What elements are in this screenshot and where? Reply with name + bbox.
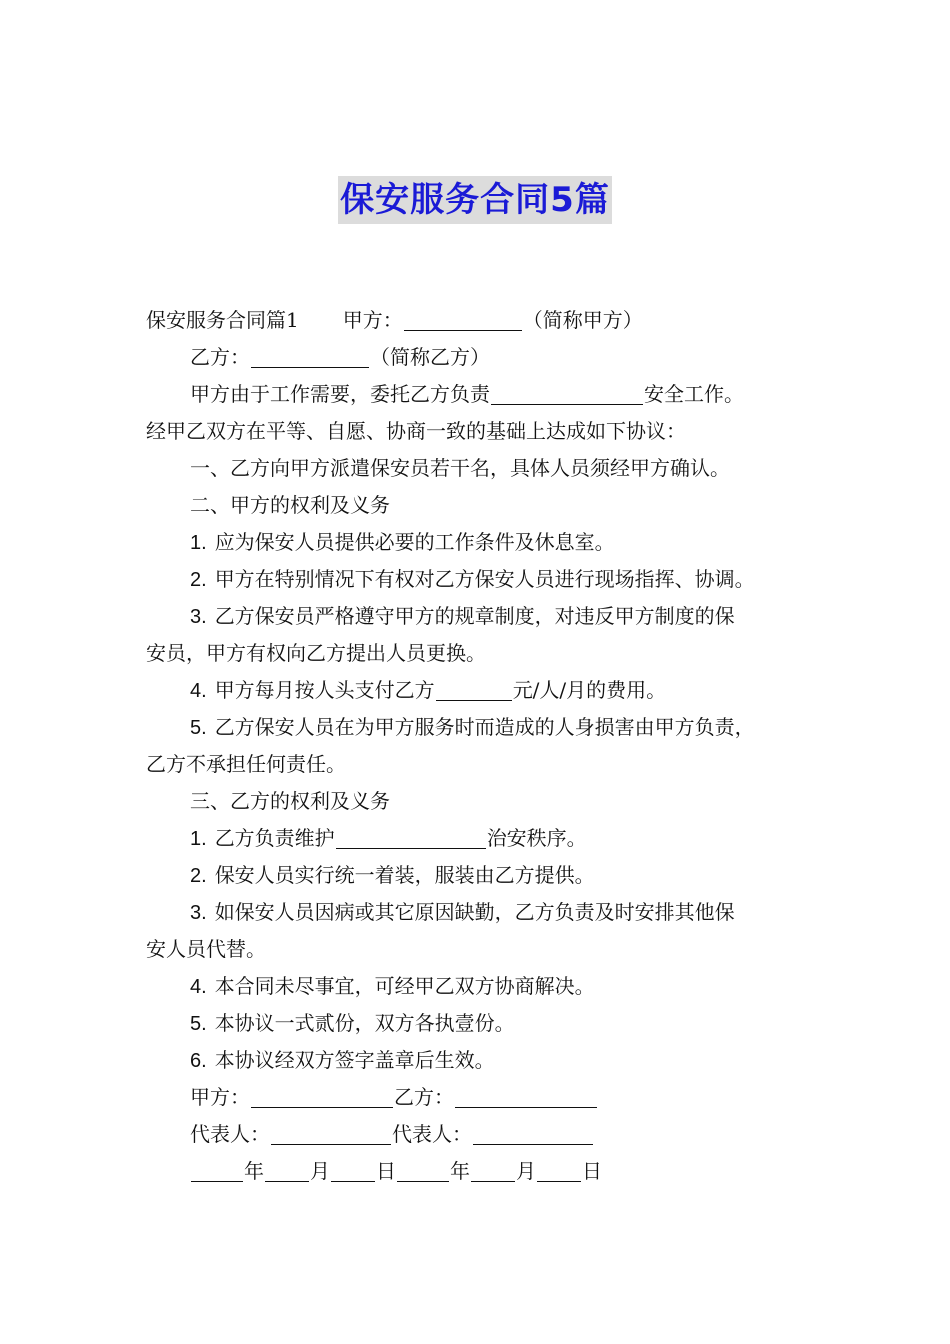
clause-2-item-5 [146, 709, 826, 746]
item-text: 乙方负责维护 [214, 826, 335, 850]
clause-3-item-3-cont: 安人员代替。 [146, 937, 266, 961]
rep-a-blank[interactable] [271, 1120, 391, 1145]
clause-3-item-2 [146, 857, 826, 894]
clause-2-item-3-cont: 安员，甲方有权向乙方提出人员更换。 [146, 641, 486, 665]
day-a-blank[interactable] [331, 1157, 375, 1182]
item-text-end: 治安秩序。 [486, 826, 587, 850]
item-text: 乙方保安员严格遵守甲方的规章制度，对违反甲方制度的保 [214, 604, 735, 628]
sign-party-a-blank[interactable] [251, 1083, 393, 1108]
security-area-blank[interactable] [336, 824, 486, 849]
sign-party-b-blank[interactable] [455, 1083, 597, 1108]
item-number: 1. [190, 828, 207, 850]
signature-representatives [146, 1116, 826, 1153]
clause-3-heading: 三、乙方的权利及义务 [190, 789, 390, 813]
party-a-abbr: （简称甲方） [522, 308, 643, 332]
party-a-label: 甲方： [342, 308, 403, 332]
month-b-blank[interactable] [471, 1157, 515, 1182]
line-agreement-intro: 经甲乙双方在平等、自愿、协商一致的基础上达成如下协议： [146, 419, 686, 443]
section-heading: 保安服务合同篇1 [146, 308, 299, 332]
party-b-blank[interactable] [251, 343, 369, 368]
month-a-blank[interactable] [265, 1157, 309, 1182]
day-label: 日 [582, 1159, 602, 1183]
day-label: 日 [376, 1159, 396, 1183]
rep-a-label: 代表人： [190, 1122, 270, 1146]
item-number: 3. [190, 902, 207, 924]
day-b-blank[interactable] [537, 1157, 581, 1182]
security-scope-blank[interactable] [491, 380, 643, 405]
party-a-blank[interactable] [404, 306, 522, 331]
fee-blank[interactable] [436, 676, 512, 701]
document-title-wrap [0, 176, 950, 230]
clause-2-item-3 [146, 598, 826, 635]
clause-2-item-2 [146, 561, 826, 598]
item-text: 本合同未尽事宜，可经甲乙双方协商解决。 [214, 974, 595, 998]
item-text: 应为保安人员提供必要的工作条件及休息室。 [214, 530, 615, 554]
signature-parties [146, 1079, 826, 1116]
item-text-end: 元/人/月的费用。 [512, 678, 667, 702]
clause-1: 一、乙方向甲方派遣保安员若干名，具体人员须经甲方确认。 [190, 456, 730, 480]
month-label: 月 [516, 1159, 536, 1183]
item-number: 2. [190, 865, 207, 887]
clause-3-item-3 [146, 894, 826, 931]
clause-3-item-1 [146, 820, 826, 857]
entrust-text: 甲方由于工作需要，委托乙方负责 [190, 382, 490, 406]
clause-2-item-4 [146, 672, 826, 709]
item-text: 乙方保安人员在为甲方服务时而造成的人身损害由甲方负责， [214, 715, 755, 739]
sign-party-a-label: 甲方： [190, 1085, 250, 1109]
line-party-b [146, 339, 826, 376]
rep-b-blank[interactable] [473, 1120, 593, 1145]
rep-b-label: 代表人： [392, 1122, 472, 1146]
item-number: 4. [190, 680, 207, 702]
clause-2-item-5-cont: 乙方不承担任何责任。 [146, 752, 346, 776]
contract-body [146, 302, 826, 1190]
year-a-blank[interactable] [191, 1157, 243, 1182]
item-text: 如保安人员因病或其它原因缺勤，乙方负责及时安排其他保 [214, 900, 735, 924]
document-title: 保安服务合同5篇 [338, 176, 612, 224]
item-number: 1. [190, 532, 207, 554]
item-number: 5. [190, 1013, 207, 1035]
item-text: 保安人员实行统一着装，服装由乙方提供。 [214, 863, 595, 887]
item-text: 甲方每月按人头支付乙方 [214, 678, 435, 702]
sign-party-b-label: 乙方： [394, 1085, 454, 1109]
clause-3-item-4 [146, 968, 826, 1005]
year-label: 年 [450, 1159, 470, 1183]
item-text: 本协议一式贰份，双方各执壹份。 [214, 1011, 515, 1035]
clause-3-item-6 [146, 1042, 826, 1079]
entrust-text-end: 安全工作。 [644, 382, 744, 406]
clause-2-heading: 二、甲方的权利及义务 [190, 493, 390, 517]
item-text: 甲方在特别情况下有权对乙方保安人员进行现场指挥、协调。 [214, 567, 755, 591]
item-number: 4. [190, 976, 207, 998]
item-number: 2. [190, 569, 207, 591]
party-b-label: 乙方： [190, 345, 250, 369]
line-entrust [146, 376, 826, 413]
signature-dates [146, 1153, 826, 1190]
month-label: 月 [310, 1159, 330, 1183]
party-b-abbr: （简称乙方） [370, 345, 490, 369]
year-b-blank[interactable] [397, 1157, 449, 1182]
item-text: 本协议经双方签字盖章后生效。 [214, 1048, 495, 1072]
line-party-a [146, 302, 826, 339]
clause-2-item-1 [146, 524, 826, 561]
item-number: 6. [190, 1050, 207, 1072]
year-label: 年 [244, 1159, 264, 1183]
item-number: 5. [190, 717, 207, 739]
clause-3-item-5 [146, 1005, 826, 1042]
item-number: 3. [190, 606, 207, 628]
